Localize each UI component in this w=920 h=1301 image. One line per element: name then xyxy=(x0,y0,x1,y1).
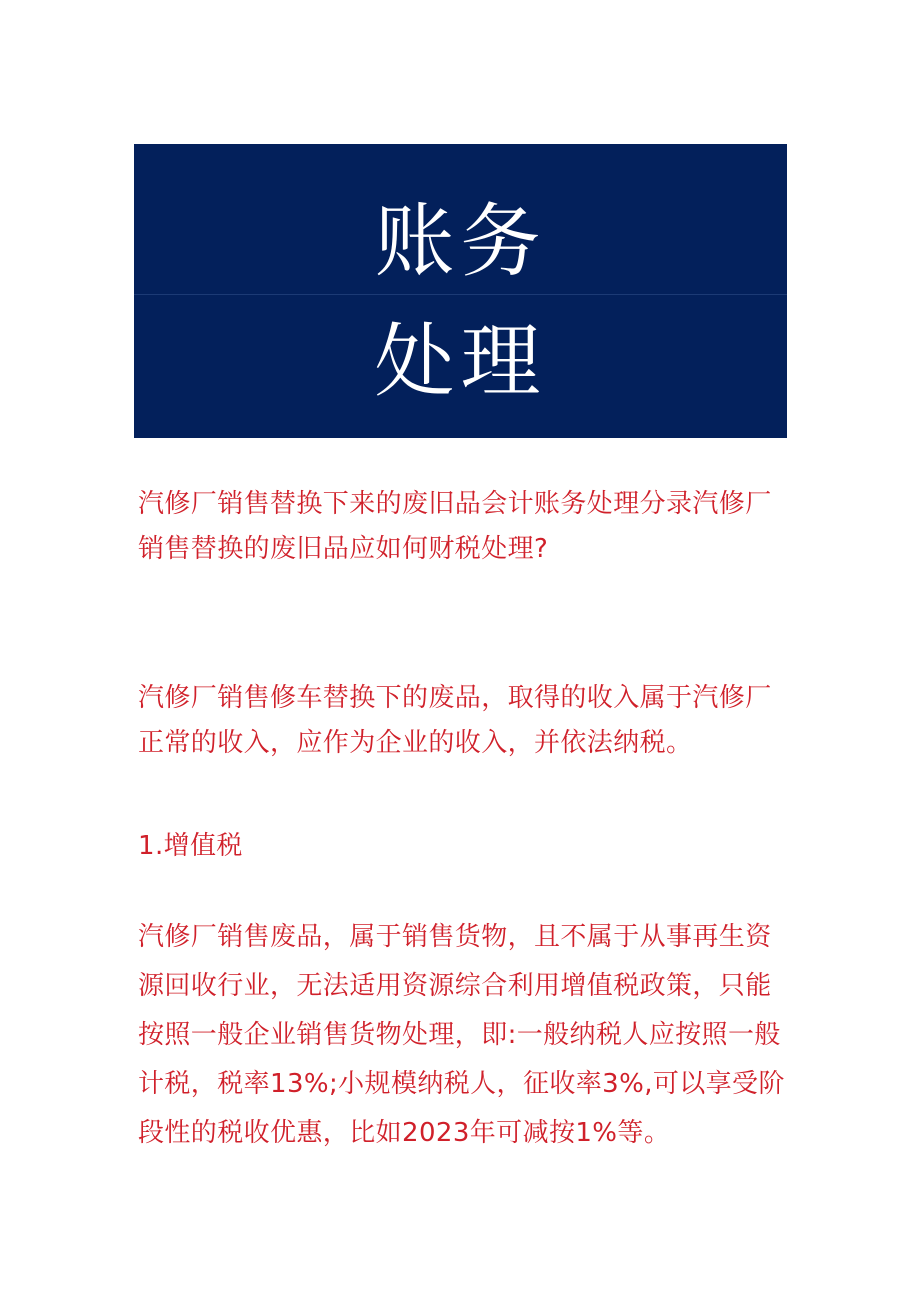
document-title: 汽修厂销售替换下来的废旧品会计账务处理分录汽修厂销售替换的废旧品应如何财税处理? xyxy=(138,489,772,564)
section-heading: 1.增值税 xyxy=(138,831,243,861)
banner-divider xyxy=(134,294,787,295)
vat-paragraph: 汽修厂销售废品，属于销售货物，且不属于从事再生资源回收行业，无法适用资源综合利用增值税政策，只能按照一般企业销售货物处理，即:一般纳税人应按照一般计税，税率13%;小规模纳税人，征收率3%,可以享受阶段性的税收优惠，比如2023年可减按1%等。 xyxy=(138,922,785,1148)
banner-title-line-2: 处理 xyxy=(374,315,547,408)
title-banner xyxy=(134,144,787,438)
banner-title-line-1: 账务 xyxy=(374,195,547,288)
intro-paragraph: 汽修厂销售修车替换下的废品，取得的收入属于汽修厂正常的收入，应作为企业的收入，并依法纳税。 xyxy=(138,683,772,758)
